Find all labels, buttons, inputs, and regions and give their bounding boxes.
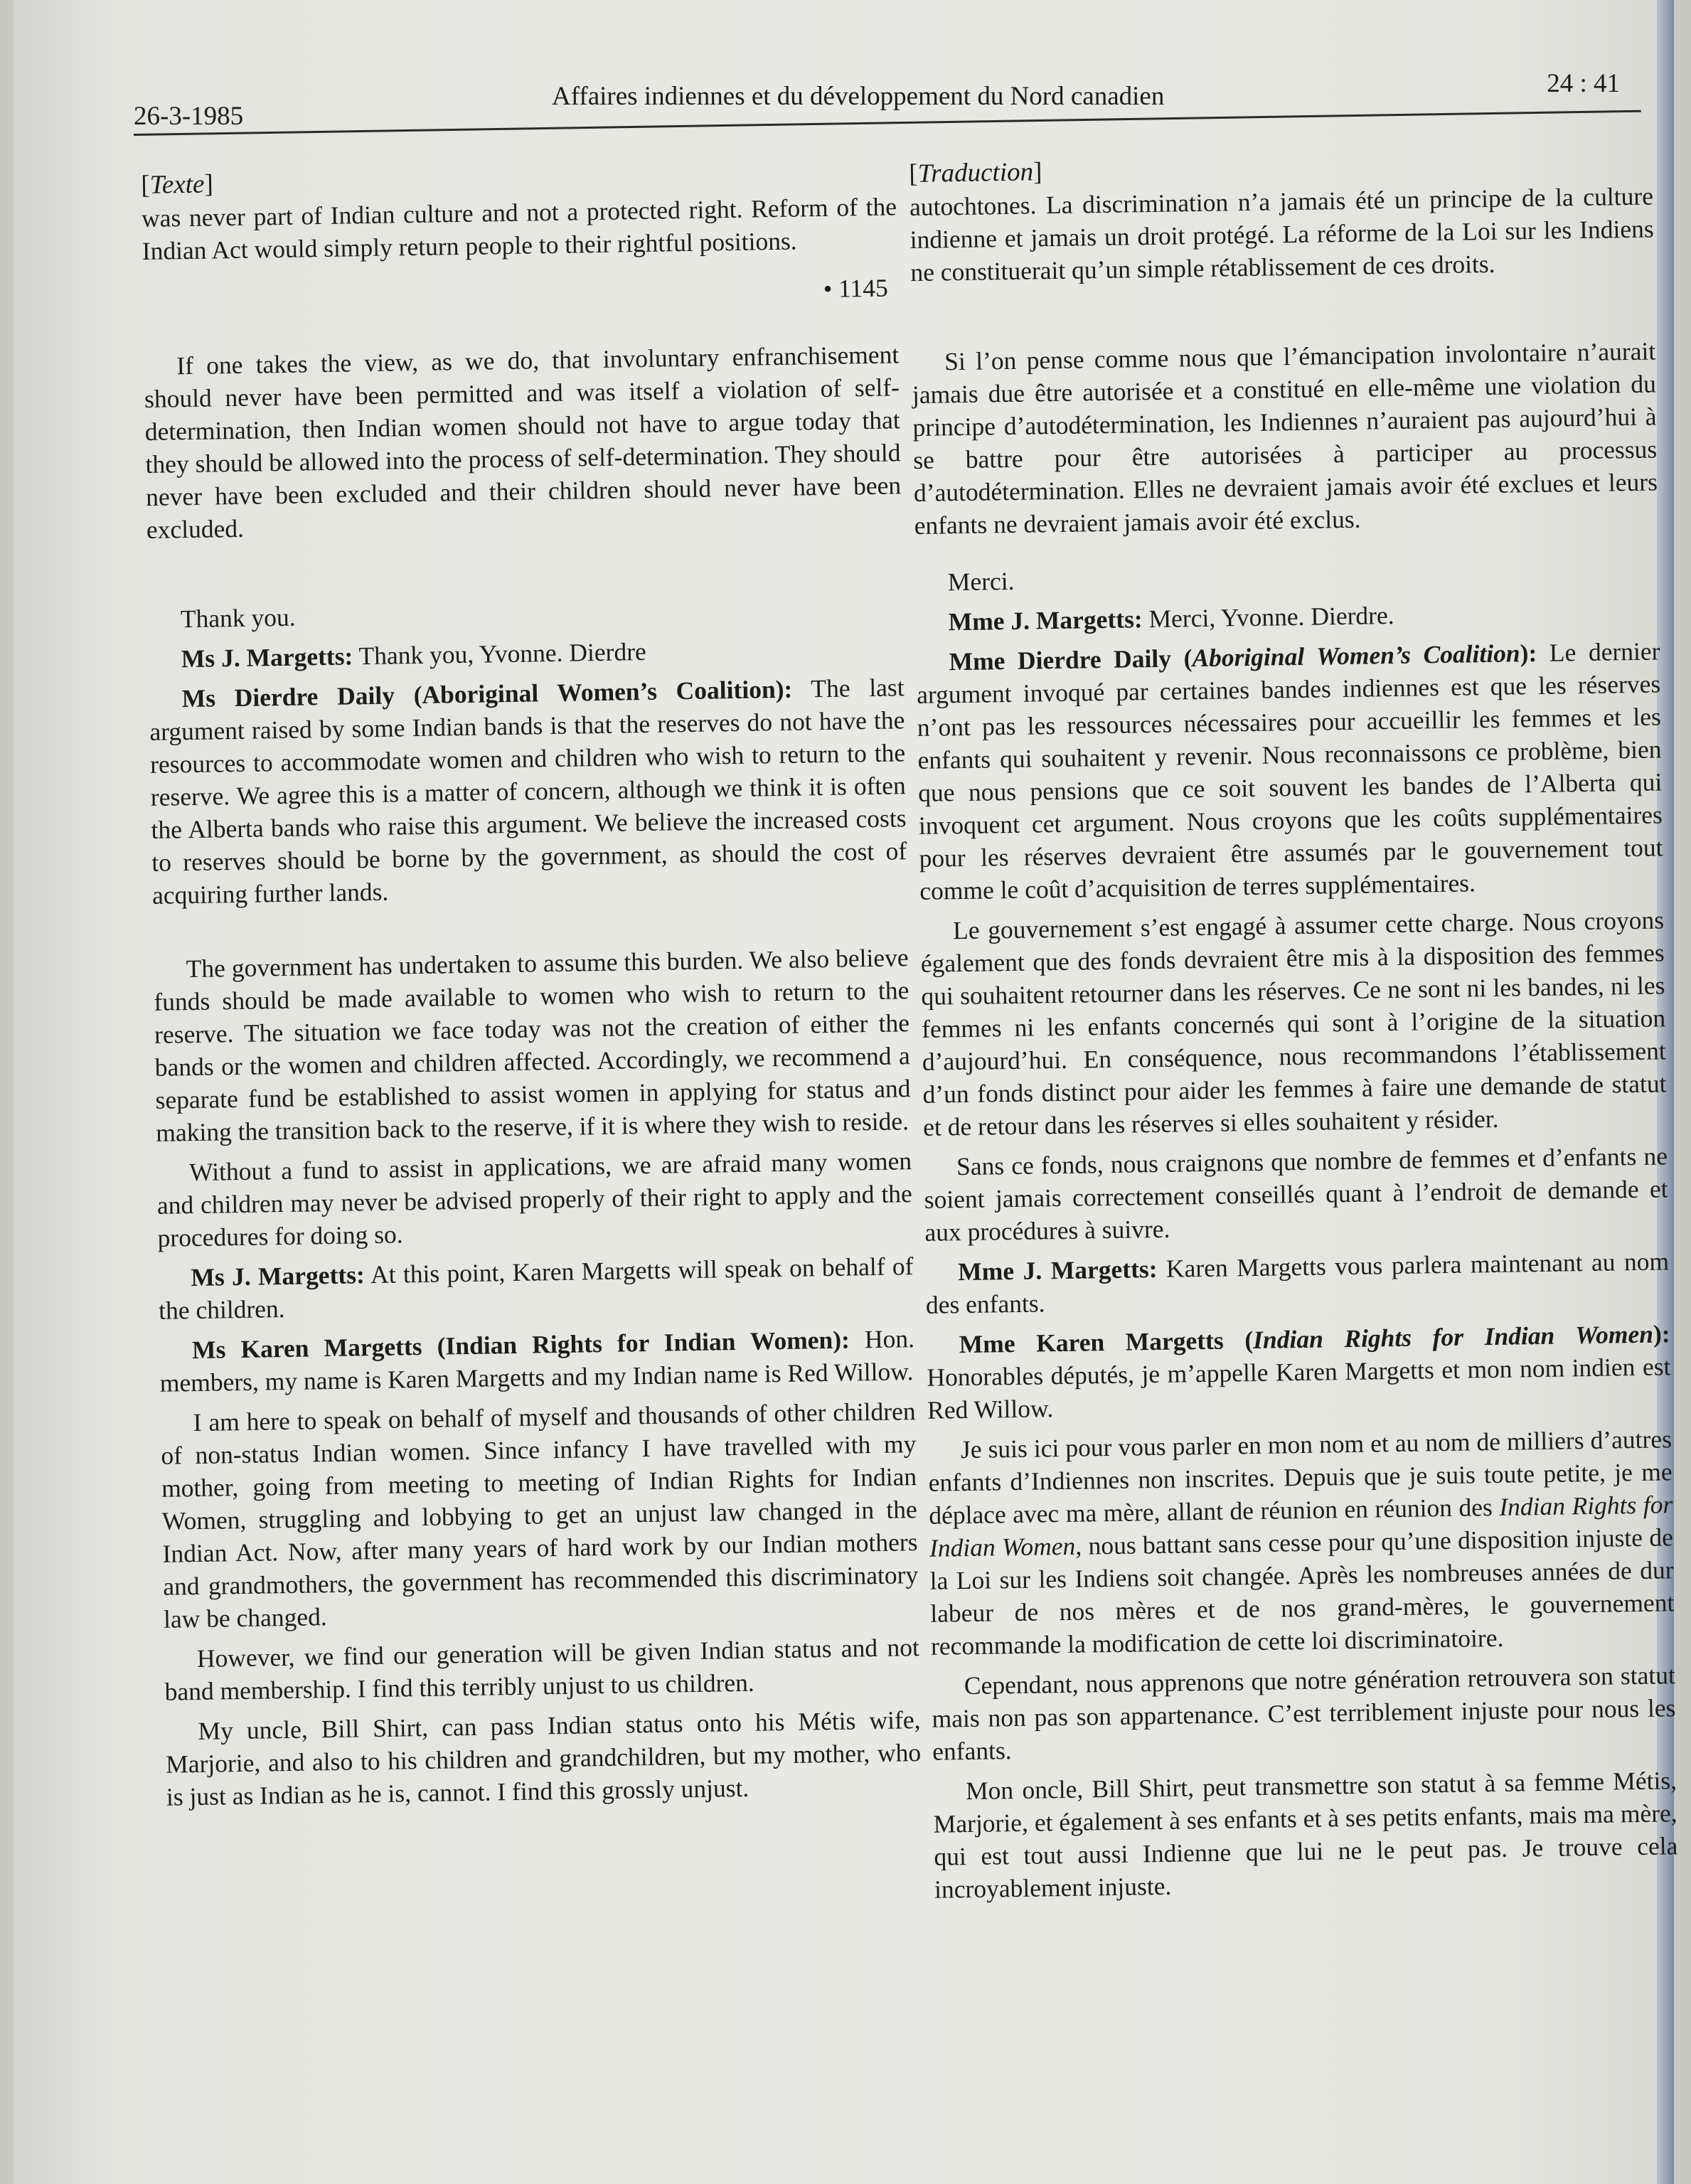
speaker-paragraph: Mme Karen Margetts (Indian Rights for Indian Women): Honorables députés, je m’appelle Karen Margetts et mon nom indien est Red Willow. bbox=[927, 1319, 1671, 1424]
french-column bbox=[909, 147, 1678, 1912]
page-number: 24 : 41 bbox=[1547, 69, 1620, 98]
translation-marker: [Traduction] bbox=[909, 157, 1042, 188]
paragraph: Sans ce fonds, nous craignons que nombre de femmes et d’enfants ne soient jamais correctement conseillés quant à l’endroit de demande et aux procédures à suivre. bbox=[924, 1141, 1668, 1247]
paragraph: was never part of Indian culture and not a protected right. Reform of the Indian Act would simply return people to their rightful positions. bbox=[141, 192, 897, 265]
paragraph: I am here to speak on behalf of myself and thousands of other children of non-status Indian women. Since infancy I have travelled with my mother, going from meeting to meeting of Indian Rights for Indian Women, struggling and lobbying to get an unjust law changed in the Indian Act. Now, after many years of hard work by our Indian mothers and grandmothers, the government has recommended this discriminatory law be changed. bbox=[161, 1397, 919, 1634]
speaker-paragraph: Ms Karen Margetts (Indian Rights for Indian Women): Hon. members, my name is Karen Margetts and my Indian name is Red Willow. bbox=[159, 1324, 915, 1397]
paragraph: Without a fund to assist in applications, we are afraid many women and children may never be advised properly of their right to apply and the procedures for doing so. bbox=[156, 1146, 913, 1252]
speaker-paragraph: Ms J. Margetts: At this point, Karen Margetts will speak on behalf of the children. bbox=[158, 1252, 914, 1325]
document-page bbox=[13, 0, 1678, 2184]
paragraph: If one takes the view, as we do, that involuntary enfranchisement should never have been permitted and was itself a violation of self-determination, then Indian women should not have to argue today that they should be allowed into the process of self-determination. They should never have been excluded and their children should never have been excluded. bbox=[144, 340, 902, 544]
paragraph: My uncle, Bill Shirt, can pass Indian status onto his Métis wife, Marjorie, and also to his children and grandchildren, but my mother, who is just as Indian as he is, cannot. I find this grossly unjust. bbox=[165, 1705, 922, 1811]
paragraph: Je suis ici pour vous parler en mon nom et au nom de milliers d’autres enfants d’Indiennes non inscrites. Depuis que je suis toute petite, je me déplace avec ma mère, allant de réunion en réunion des Indian Rights for Indian Women, nous battant sans cesse pour qu’une disposition injuste de la Loi sur les Indiens soit changée. Après les nombreuses années de dur labeur de nos mères et de nos grand-mères, le gouvernement recommande la modification de cette loi discriminatoire. bbox=[928, 1424, 1675, 1661]
paragraph: Si l’on pense comme nous que l’émancipation involontaire n’aurait jamais due être autorisée et a constitué en elle-même une violation du principe d’autodétermination, les Indiennes n’auraient pas aujourd’hui à se battre pour être autorisées à participer au processus d’autodétermination. Elles ne devraient jamais avoir été exclues et leurs enfants ne devraient jamais avoir été exclus. bbox=[912, 336, 1658, 540]
speaker-name: Mme J. Margetts: bbox=[957, 1254, 1158, 1287]
time-marker: • 1145 bbox=[823, 273, 889, 303]
header-title: Affaires indiennes et du développement du Nord canadien bbox=[552, 82, 1165, 111]
header-date: 26-3-1985 bbox=[134, 102, 244, 131]
speaker-name: Ms J. Margetts: bbox=[181, 641, 353, 673]
paragraph: Merci. bbox=[947, 566, 1015, 597]
header-rule bbox=[134, 110, 1641, 136]
speaker-name: Mme Dierdre Daily (Aboriginal Women’s Coalition): bbox=[949, 638, 1537, 676]
speaker-name: Ms J. Margetts: bbox=[191, 1260, 366, 1292]
paragraph: Thank you. bbox=[180, 602, 296, 634]
paragraph: The government has undertaken to assume this burden. We also believe funds should be made available to women who wish to return to the reserve. The situation we face today was not the creation of either the bands or the women and children affected. Accordingly, we recommend a separate fund be established to assist women in applying for status and making the transition back to the reserve, if it is where they wish to reside. bbox=[154, 943, 911, 1147]
speaker-name: Mme Karen Margetts (Indian Rights for Indian Women): bbox=[959, 1319, 1670, 1359]
paragraph: Mon oncle, Bill Shirt, peut transmettre son statut à sa femme Métis, Marjorie, et également à ses enfants et à ses petits enfants, mais ma mère, qui est tout aussi Indienne que lui ne le peut pas. Je trouve cela incroyablement injuste. bbox=[933, 1766, 1678, 1904]
paragraph: autochtones. La discrimination n’a jamais été un principe de la culture indienne et jamais un droit protégé. La réforme de la Loi sur les Indiens ne constituerait qu’un simple rétablissement de ces droits. bbox=[909, 181, 1654, 287]
page-header bbox=[134, 68, 1641, 137]
speaker-paragraph: Mme J. Margetts: Merci, Yvonne. Dierdre. bbox=[948, 600, 1394, 636]
speaker-paragraph: Mme J. Margetts: Karen Margetts vous parlera maintenant au nom des enfants. bbox=[925, 1247, 1670, 1319]
speaker-paragraph: Ms Dierdre Daily (Aboriginal Women’s Coalition): The last argument raised by some Indian bands is that the reserves do not have the resources to accommodate women and children who wish to return to the reserve. We agree this is a matter of concern, although we think it is often the Alberta bands who raise this argument. We believe the increased costs to reserves should be borne by the government, as should the cost of acquiring further lands. bbox=[149, 673, 907, 910]
text-marker: [Texte] bbox=[141, 169, 214, 200]
speaker-paragraph: Ms J. Margetts: Thank you, Yvonne. Dierdre bbox=[181, 636, 647, 673]
speaker-name: Ms Dierdre Daily (Aboriginal Women’s Coalition): bbox=[181, 674, 793, 713]
speaker-name: Mme J. Margetts: bbox=[948, 604, 1143, 636]
english-column bbox=[141, 157, 922, 1820]
paragraph: Cependant, nous apprenons que notre génération retrouvera son statut mais non pas son appartenance. C’est terriblement injuste pour nous les enfants. bbox=[932, 1661, 1676, 1766]
speaker-name: Ms Karen Margetts (Indian Rights for Indian Women): bbox=[191, 1325, 850, 1365]
paragraph: However, we find our generation will be given Indian status and not band membership. I find this terribly unjust to us children. bbox=[164, 1633, 920, 1706]
speaker-paragraph: Mme Dierdre Daily (Aboriginal Women’s Coalition): Le dernier argument invoqué par certaines bandes indiennes est que les réserves n’ont pas les ressources nécessaires pour accueillir les femmes et les enfants qui souhaitent y revenir. Nous reconnaissons ce problème, bien que nous pensions que ce soit souvent les bandes de l’Alberta qui invoquent cet argument. Nous croyons que les coûts supplémentaires pour les réserves devraient être assumés par le gouvernement tout comme le coût d’acquisition de terres supplémentaires. bbox=[916, 636, 1663, 905]
paragraph: Le gouvernement s’est engagé à assumer cette charge. Nous croyons également que des fonds devraient être mis à la disposition des femmes qui souhaitent retourner dans les réserves. Ce ne sont ni les bandes, ni les femmes ni les enfants concernés qui sont à l’origine de la situation d’aujourd’hui. En conséquence, nous recommandons l’établissement d’un fonds distinct pour aider les femmes à faire une demande de statut et de retour dans les réserves si elles souhaitent y résider. bbox=[920, 905, 1667, 1141]
